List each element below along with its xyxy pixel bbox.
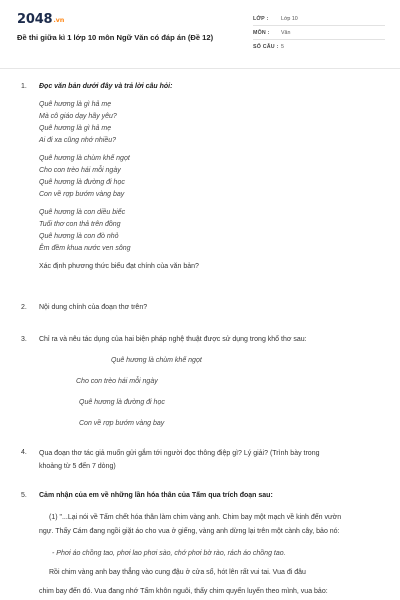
exam-meta-table — [253, 12, 385, 54]
poem-line: Tuổi thơ con thả trên đồng — [39, 221, 121, 228]
meta-row-class — [253, 12, 385, 26]
passage-line: chim bay đến đó. Vua đang nhớ Tấm khôn nguôi, thấy chim quyến luyến theo mình, vua bảo: — [39, 588, 328, 595]
poem-line: Ai đi xa cũng nhớ nhiều? — [39, 137, 117, 144]
passage-quote: - Phơi áo chồng tao, phơi lao phơi sào, chớ phơi bờ rào, rách áo chồng tao. — [52, 550, 286, 557]
poem-line: Quê hương là đường đi học — [79, 399, 165, 406]
poem-line: Mà cô giáo dạy hãy yêu? — [39, 113, 117, 120]
poem-line: Quê hương là đường đi học — [39, 179, 125, 186]
meta-value: 5 — [281, 44, 284, 50]
meta-row-count — [253, 40, 385, 54]
question-text-line: khoảng từ 5 đến 7 dòng) — [39, 463, 116, 470]
meta-key: SỐ CÂU : — [253, 44, 279, 50]
poem-line: Quê hương là gì hả mẹ — [39, 125, 112, 132]
poem-line: Con về rợp bướm vàng bay — [39, 191, 125, 198]
poem-line: Cho con trèo hái mỗi ngày — [76, 378, 158, 385]
logo-domain: .vn — [53, 16, 65, 24]
document-title: Đề thi giữa kì 1 lớp 10 môn Ngữ Văn có đáp án (Đề 12) — [17, 33, 214, 42]
poem-line: Quê hương là con đò nhỏ — [39, 233, 119, 240]
poem-line: Quê hương là chùm khế ngọt — [111, 357, 202, 364]
question-prompt: Đọc văn bản dưới đây và trả lời câu hỏi: — [39, 83, 173, 90]
poem-line: Quê hương là con diều biếc — [39, 209, 126, 216]
poem-line: Quê hương là gì hả mẹ — [39, 101, 112, 108]
question-text-line: Qua đoạn thơ tác giả muốn gửi gắm tới người đọc thông điệp gì? Lý giải? (Trình bày trong — [39, 450, 320, 457]
meta-row-subject — [253, 26, 385, 40]
poem-line: Êm đềm khua nước ven sông — [39, 245, 131, 252]
site-logo[interactable] — [17, 12, 64, 27]
header-divider — [0, 68, 400, 69]
passage-line: ngự. Thấy Cám đang ngồi giặt áo cho vua ở giếng, vàng anh dừng lại trên một cành cây, bảo nó: — [39, 528, 340, 535]
poem-line: Cho con trèo hái mỗi ngày — [39, 167, 121, 174]
question-text: Nội dung chính của đoạn thơ trên? — [39, 304, 148, 311]
passage-line: Rồi chim vàng anh bay thẳng vào cung đậu ở cửa sổ, hót lên rất vui tai. Vua đi đâu — [49, 569, 306, 576]
quoted-stanza — [39, 355, 391, 439]
question-number: 5. — [21, 492, 27, 499]
question-text: Chỉ ra và nêu tác dụng của hai biện pháp nghệ thuật được sử dụng trong khổ thơ sau: — [39, 336, 307, 343]
poem-line: Con về rợp bướm vàng bay — [79, 420, 165, 427]
question-number: 2. — [21, 304, 27, 311]
page-header — [0, 0, 400, 68]
poem — [39, 99, 391, 255]
question-number: 4. — [21, 449, 27, 456]
question-number: 1. — [21, 83, 27, 90]
poem-line: Quê hương là chùm khế ngọt — [39, 155, 130, 162]
question-prompt: Cảm nhận của em về những lần hóa thân của Tấm qua trích đoạn sau: — [39, 492, 273, 499]
logo-text: 2048 — [17, 12, 53, 27]
question-text: Xác định phương thức biểu đạt chính của văn bản? — [39, 263, 199, 270]
meta-key: MÔN : — [253, 29, 270, 36]
passage-line: (1) "...Lại nói về Tấm chết hóa thân làm chim vàng anh. Chim bay một mạch về kinh đến vườn — [49, 514, 342, 521]
question-number: 3. — [21, 336, 27, 343]
meta-value: Văn — [281, 29, 291, 36]
meta-value: Lớp 10 — [281, 15, 298, 22]
meta-key: LỚP : — [253, 15, 269, 22]
